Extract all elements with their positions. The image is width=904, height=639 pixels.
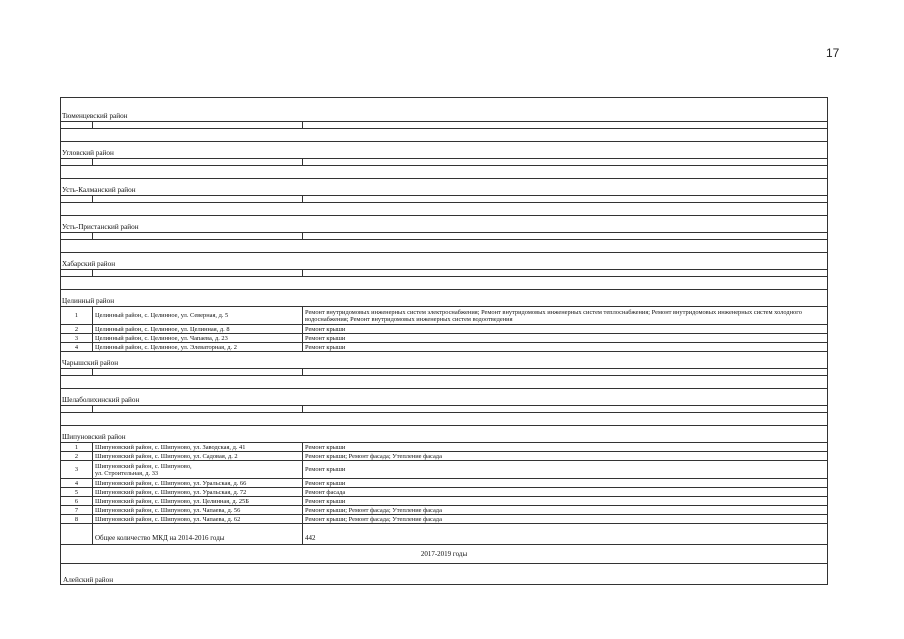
- row-works: Ремонт крыши; Ремонт фасада; Утепление фасада: [303, 515, 828, 524]
- row-number: 2: [61, 325, 93, 334]
- row-address: Шипуновский район, с. Шипуново, ул. Чапаева, д. 56: [93, 506, 303, 515]
- table-row: [61, 307, 828, 325]
- gap-row: [61, 277, 828, 290]
- row-number: 3: [61, 334, 93, 343]
- row-number: 2: [61, 452, 93, 461]
- empty-row: [61, 159, 828, 166]
- houses-table: [60, 97, 828, 585]
- row-address-line: Шипуновский район, с. Шипуново,: [95, 462, 192, 470]
- empty-row: [61, 270, 828, 277]
- district-name: Усть-Калманский район: [61, 179, 828, 196]
- district-name: Шипуновский район: [61, 426, 828, 443]
- table-row: [61, 479, 828, 488]
- row-works: Ремонт крыши: [303, 443, 828, 452]
- period-row: [61, 545, 828, 564]
- district-row: [61, 389, 828, 406]
- district-name: Чарышский район: [61, 352, 828, 369]
- row-number: 8: [61, 515, 93, 524]
- row-works: Ремонт крыши; Ремонт фасада; Утепление фасада: [303, 452, 828, 461]
- district-row: [61, 179, 828, 196]
- total-label: Общее количество МКД на 2014-2016 годы: [93, 524, 303, 545]
- row-address: Целинный район, с. Целинное, ул. Элеваторная, д. 2: [93, 343, 303, 352]
- row-number: 3: [61, 461, 93, 479]
- district-name: Шелаболихинский район: [61, 389, 828, 406]
- gap-row: [61, 376, 828, 389]
- gap-row: [61, 240, 828, 253]
- gap-row: [61, 129, 828, 142]
- district-name: Хабарский район: [61, 253, 828, 270]
- row-address: Шипуновский район, с. Шипуново, ул. Заводская, д. 41: [93, 443, 303, 452]
- row-address: Целинный район, с. Целинное, ул. Целинная, д. 8: [93, 325, 303, 334]
- gap-row: [61, 413, 828, 426]
- district-name: Целинный район: [61, 290, 828, 307]
- table-row: [61, 343, 828, 352]
- row-number: 1: [61, 307, 93, 325]
- empty-row: [61, 196, 828, 203]
- district-row: [61, 290, 828, 307]
- row-address: Шипуновский район, с. Шипуново, ул. Чапаева, д. 62: [93, 515, 303, 524]
- table-row: [61, 334, 828, 343]
- row-number: 7: [61, 506, 93, 515]
- table-row: [61, 443, 828, 452]
- table-row: [61, 515, 828, 524]
- row-works: Ремонт крыши; Ремонт фасада; Утепление фасада: [303, 506, 828, 515]
- row-works: Ремонт внутридомовых инженерных систем электроснабжения; Ремонт внутридомовых инженерных систем теплоснабжения; Ремонт внутридомовых инженерных систем холодного водоснабжения; Ремонт внутридомовых инженерных систем водоотведения: [303, 307, 828, 325]
- table-row: [61, 497, 828, 506]
- row-number: 4: [61, 343, 93, 352]
- row-works: Ремонт крыши: [303, 461, 828, 479]
- row-address: Шипуновский район, с. Шипуново, ул. Уральская, д. 66: [93, 479, 303, 488]
- row-address: Целинный район, с. Целинное, ул. Чапаева, д. 23: [93, 334, 303, 343]
- table-row: [61, 325, 828, 334]
- row-works: Ремонт крыши: [303, 334, 828, 343]
- gap-row: [61, 166, 828, 179]
- table-row: [61, 461, 828, 479]
- empty-row: [61, 122, 828, 129]
- row-address: Шипуновский район, с. Шипуново, ул. Садовая, д. 2: [93, 452, 303, 461]
- row-works: Ремонт крыши: [303, 343, 828, 352]
- district-row: [61, 253, 828, 270]
- row-address: Целинный район, с. Целинное, ул. Северная, д. 5: [93, 307, 303, 325]
- row-works: Ремонт фасада: [303, 488, 828, 497]
- district-row: [61, 98, 828, 122]
- empty-row: [61, 233, 828, 240]
- district-row: [61, 564, 828, 585]
- row-works: Ремонт крыши: [303, 497, 828, 506]
- row-number: 1: [61, 443, 93, 452]
- row-address: Шипуновский район, с. Шипуново, ул. Целинная, д. 25Б: [93, 497, 303, 506]
- table-row: [61, 488, 828, 497]
- row-address-line: ул. Строительная, д. 33: [95, 469, 159, 477]
- total-row: [61, 524, 828, 545]
- row-address: [93, 461, 303, 479]
- district-name: Алейский район: [61, 564, 828, 585]
- district-row: [61, 142, 828, 159]
- district-row: [61, 216, 828, 233]
- row-address: Шипуновский район, с. Шипуново, ул. Уральская, д. 72: [93, 488, 303, 497]
- row-number: 5: [61, 488, 93, 497]
- table-row: [61, 452, 828, 461]
- district-name: Угловский район: [61, 142, 828, 159]
- total-value: 442: [303, 524, 828, 545]
- row-number: 4: [61, 479, 93, 488]
- row-number: 6: [61, 497, 93, 506]
- gap-row: [61, 203, 828, 216]
- district-name: Усть-Пристанский район: [61, 216, 828, 233]
- empty-row: [61, 369, 828, 376]
- district-row: [61, 426, 828, 443]
- district-name: Тюменцевский район: [61, 98, 828, 122]
- district-row: [61, 352, 828, 369]
- row-works: Ремонт крыши: [303, 479, 828, 488]
- page-number: 17: [826, 46, 840, 60]
- period-heading: 2017-2019 годы: [61, 545, 828, 564]
- empty-row: [61, 406, 828, 413]
- row-works: Ремонт крыши: [303, 325, 828, 334]
- table-row: [61, 506, 828, 515]
